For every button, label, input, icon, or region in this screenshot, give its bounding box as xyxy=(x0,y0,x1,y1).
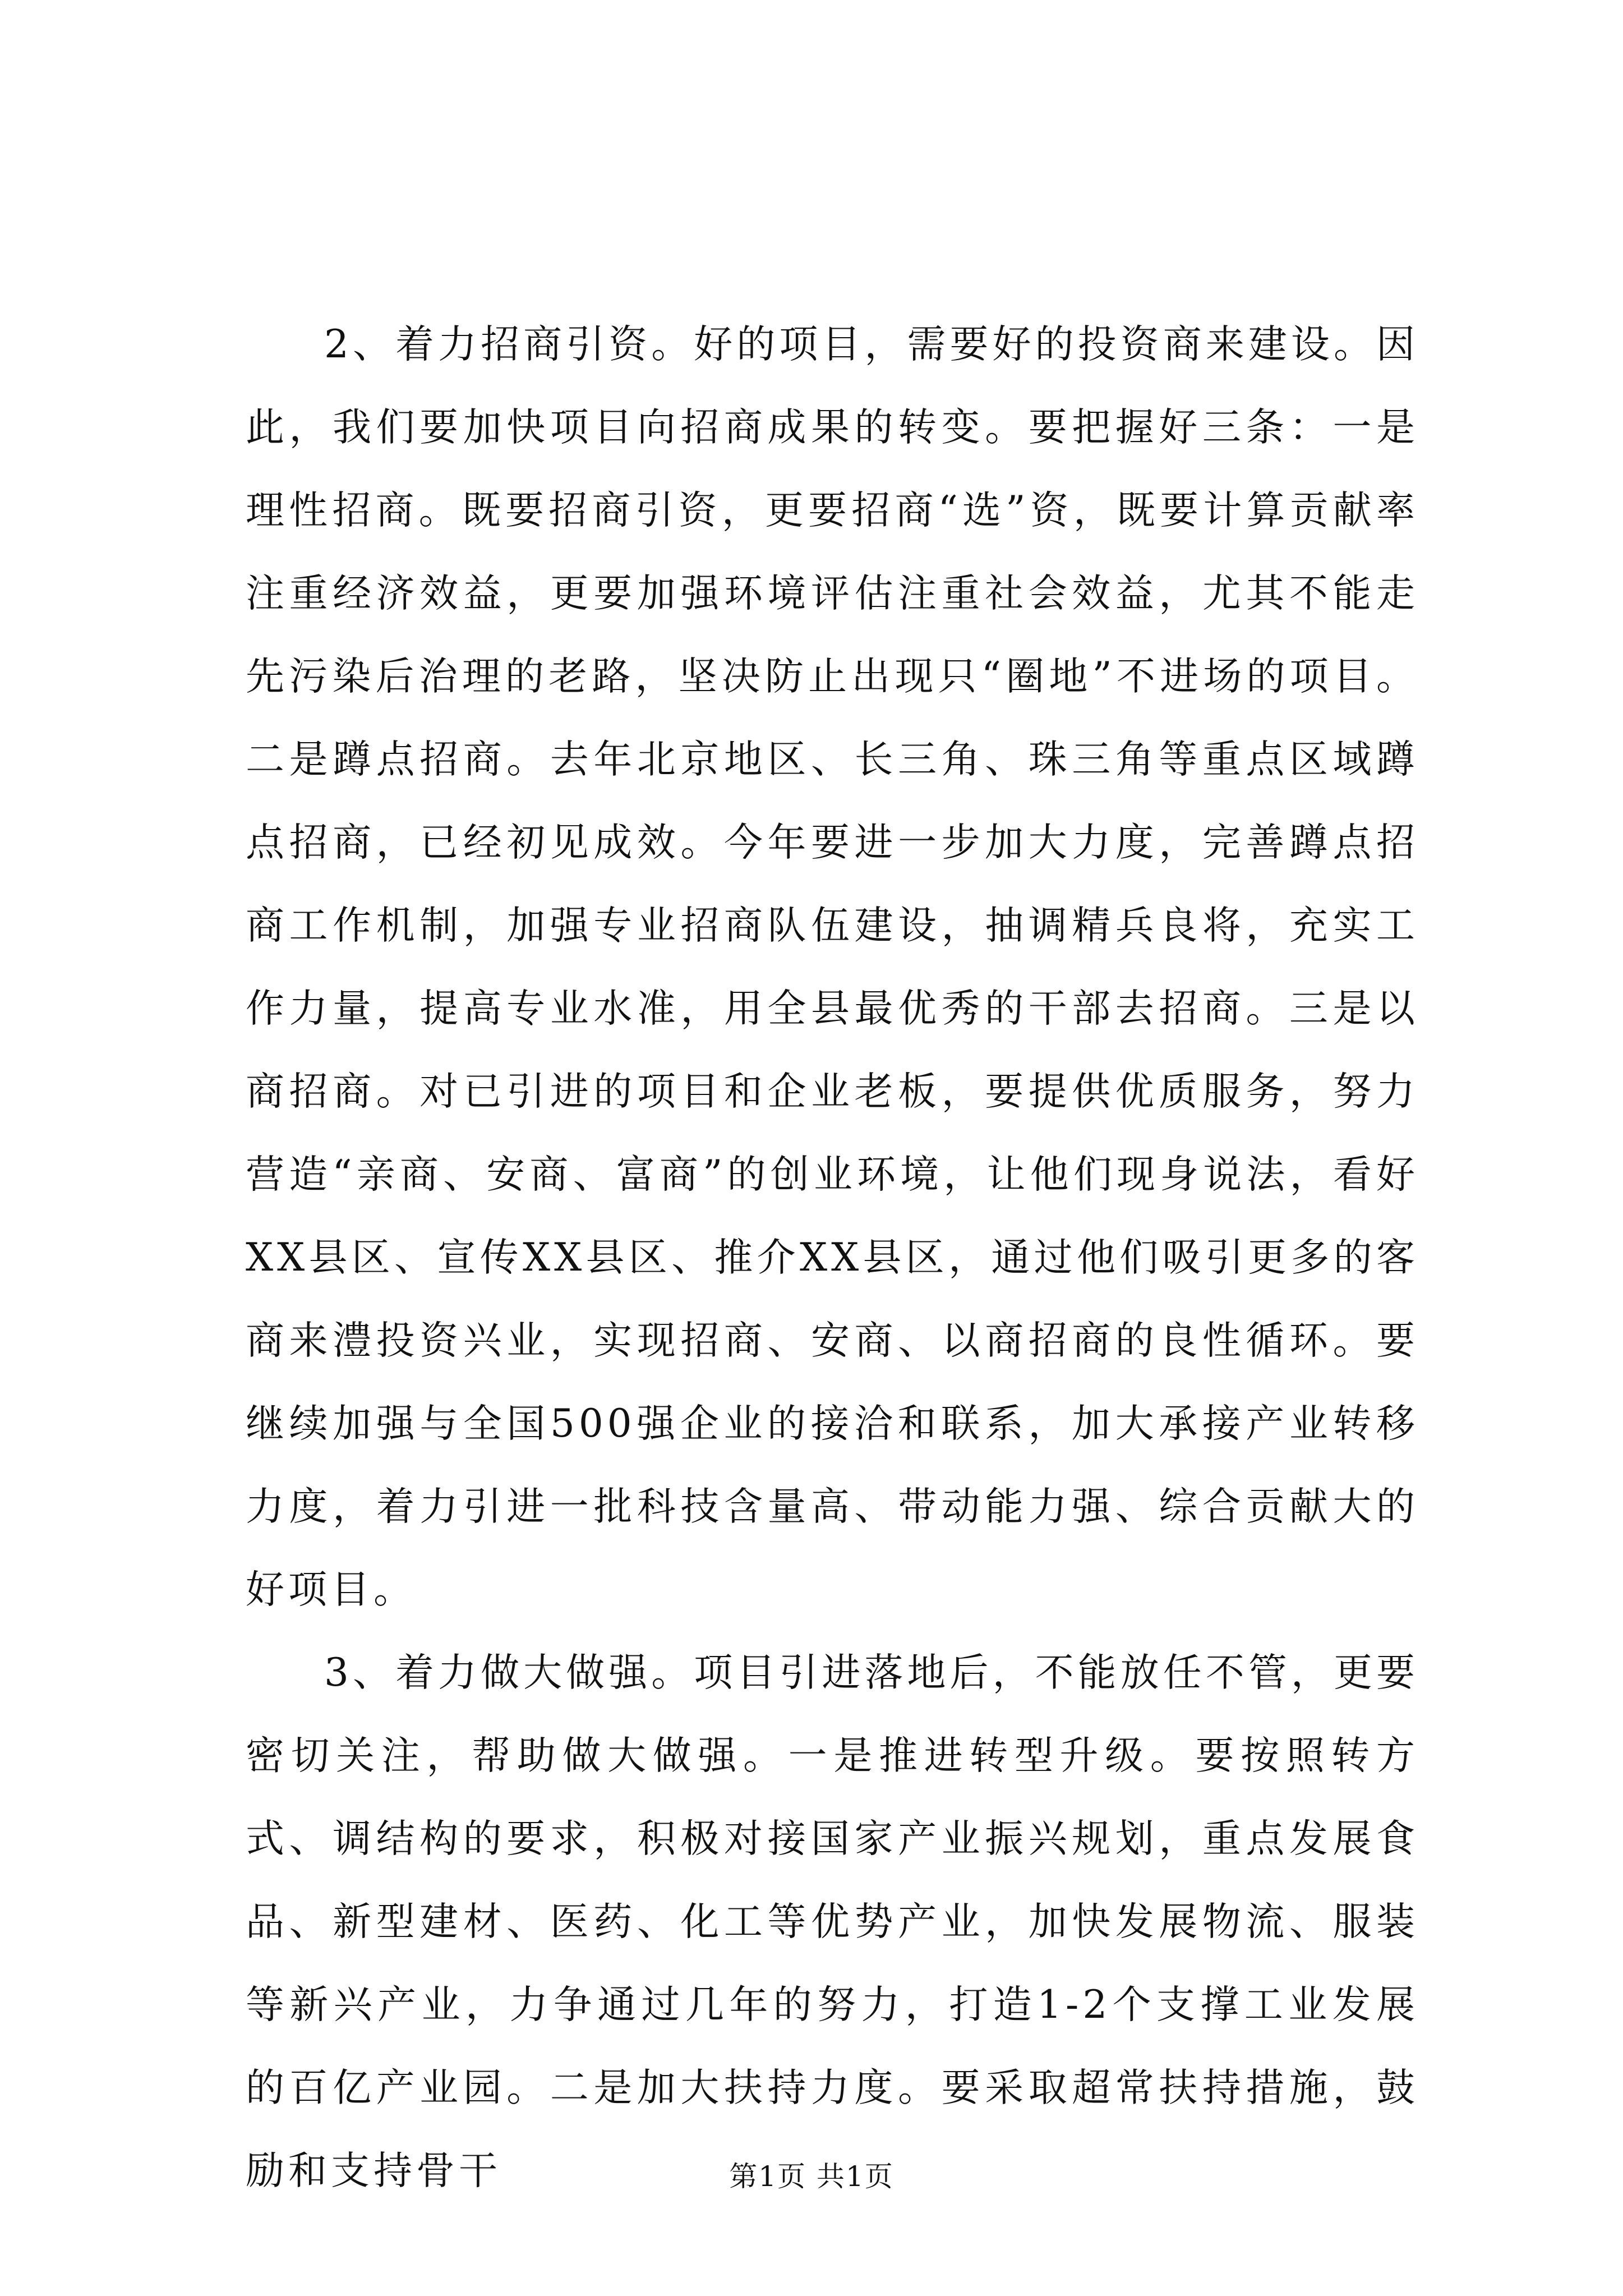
page-footer: 第1页 共1页 xyxy=(729,2160,894,2193)
paragraph-grow-stronger: 3、着力做大做强。项目引进落地后，不能放任不管，更要密切关注，帮助做大做强。一是推进转型升级。要按照转方式、调结构的要求，积极对接国家产业振兴规划，重点发展食品、新型建材、医药、化工等优势产业，加快发展物流、服装等新兴产业，力争通过几年的努力，打造1-2个支撑工业发展的百亿产业园。二是加大扶持力度。要采取超常扶持措施，鼓励和支持骨干 xyxy=(246,1650,1419,2193)
paragraph-investment-attraction: 2、着力招商引资。好的项目，需要好的投资商来建设。因此，我们要加快项目向招商成果的转变。要把握好三条：一是理性招商。既要招商引资，更要招商“选”资，既要计算贡献率注重经济效益，更要加强环境评估注重社会效益，尤其不能走先污染后治理的老路，坚决防止出现只“圈地”不进场的项目。二是蹲点招商。去年北京地区、长三角、珠三角等重点区域蹲点招商，已经初见成效。今年要进一步加大力度，完善蹲点招商工作机制，加强专业招商队伍建设，抽调精兵良将，充实工作力量，提高专业水准，用全县最优秀的干部去招商。三是以商招商。对已引进的项目和企业老板，要提供优质服务，努力营造“亲商、安商、富商”的创业环境，让他们现身说法，看好XX县区、宣传XX县区、推介XX县区，通过他们吸引更多的客商来澧投资兴业，实现招商、安商、以商招商的良性循环。要继续加强与全国500强企业的接洽和联系，加大承接产业转移力度，着力引进一批科技含量高、带动能力强、综合贡献大的好项目。 xyxy=(246,322,1419,1612)
